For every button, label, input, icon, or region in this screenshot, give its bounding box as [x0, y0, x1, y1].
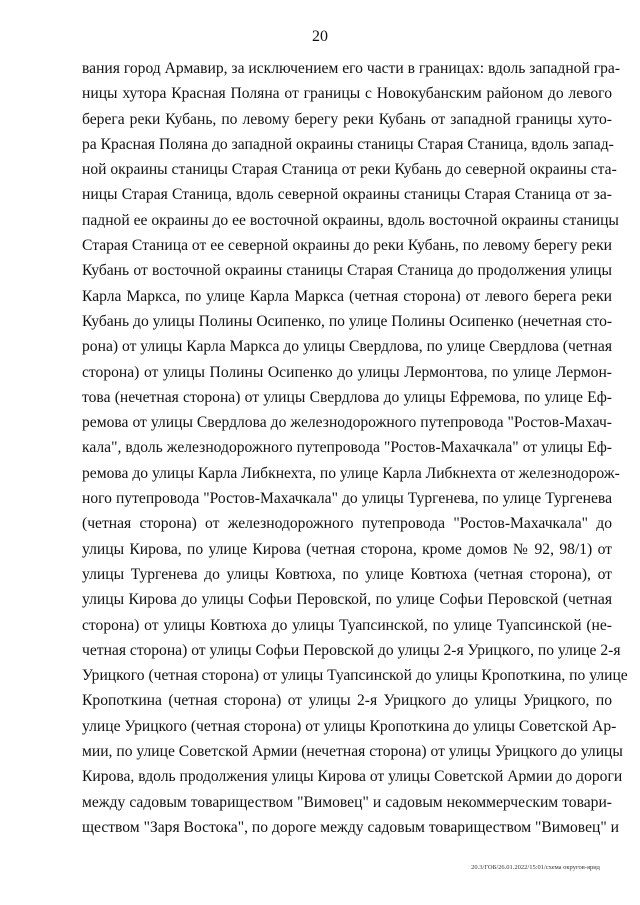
footer-document-code: 20.3/ГОБ/26.01.2022/15:01/схема округов-ярид [471, 864, 600, 871]
text-line: рона) от улицы Карла Маркса до улицы Свердлова, по улице Свердлова (четная [82, 338, 612, 356]
text-line: ремова от улицы Свердлова до железнодорожного путепровода "Ростов-Махач- [82, 414, 612, 432]
text-line: Кирова, вдоль продолжения улицы Кирова от улицы Советской Армии до дороги [82, 768, 623, 786]
text-line: кала", вдоль железнодорожного путепровода "Ростов-Махачкала" от улицы Еф- [82, 439, 612, 457]
text-line: ной окраины станицы Старая Станица от реки Кубань до северной окраины ста- [82, 161, 617, 179]
text-line: ществом "Заря Востока", по дороге между садовым товариществом "Вимовец" и [82, 818, 619, 836]
text-line: ницы Старая Станица, вдоль северной окраины станицы Старая Станица от за- [82, 186, 612, 204]
text-line: улицы Кирова до улицы Софьи Перовской, по улице Софьи Перовской (четная [82, 591, 612, 609]
text-line: улицы Кирова, по улице Кирова (четная сторона, кроме домов № 92, 98/1) от [82, 540, 612, 558]
text-line: берега реки Кубань, по левому берегу реки Кубань от западной границы хуто- [82, 110, 612, 128]
text-line: Карла Маркса, по улице Карла Маркса (четная сторона) от левого берега реки [82, 287, 612, 305]
text-line: ного путепровода "Ростов-Махачкала" до улицы Тургенева, по улице Тургенева [82, 490, 612, 508]
text-line: падной ее окраины до ее восточной окраины, вдоль восточной окраины станицы [82, 211, 619, 229]
text-line: улицы Тургенева до улицы Ковтюха, по улице Ковтюха (четная сторона), от [82, 565, 612, 583]
text-line: Кубань до улицы Полины Осипенко, по улице Полины Осипенко (нечетная сто- [82, 312, 613, 330]
text-line: ницы хутора Красная Поляна от границы с Новокубанским районом до левого [82, 85, 612, 103]
text-line: Кубань от восточной окраины станицы Старая Станица до продолжения улицы [82, 262, 612, 280]
text-line: Урицкого (четная сторона) от улицы Туапсинской до улицы Кропоткина, по улице [82, 667, 628, 685]
text-line: това (нечетная сторона) от улицы Свердлова до улицы Ефремова, по улице Еф- [82, 388, 612, 406]
body-text [82, 56, 628, 840]
text-line: Кропоткина (четная сторона) от улицы 2-я Урицкого до улицы Урицкого, по [82, 692, 612, 710]
text-line: между садовым товариществом "Вимовец" и садовым некоммерческим товари- [82, 793, 612, 811]
text-line: (четная сторона) от железнодорожного путепровода "Ростов-Махачкала" до [82, 515, 612, 533]
text-line: улице Урицкого (четная сторона) от улицы Кропоткина до улицы Советской Ар- [82, 717, 617, 735]
text-line: ремова до улицы Карла Либкнехта, по улице Карла Либкнехта от железнодорож- [82, 464, 620, 482]
text-line: сторона) от улицы Полины Осипенко до улицы Лермонтова, по улице Лермон- [82, 363, 612, 381]
text-line: мии, по улице Советской Армии (нечетная сторона) от улицы Урицкого до улицы [82, 743, 623, 761]
text-line: вания город Армавир, за исключением его части в границах: вдоль западной гра- [82, 60, 621, 77]
text-line: сторона) от улицы Ковтюха до улицы Туапсинской, по улице Туапсинской (не- [82, 616, 612, 634]
text-line: Старая Станица от ее северной окраины до реки Кубань, по левому берегу реки [82, 237, 612, 255]
text-line: четная сторона) от улицы Софьи Перовской до улицы 2-я Урицкого, по улице 2-я [82, 641, 621, 659]
page-number: 20 [312, 28, 328, 45]
text-line: ра Красная Поляна до западной окраины станицы Старая Станица, вдоль запад- [82, 135, 614, 153]
